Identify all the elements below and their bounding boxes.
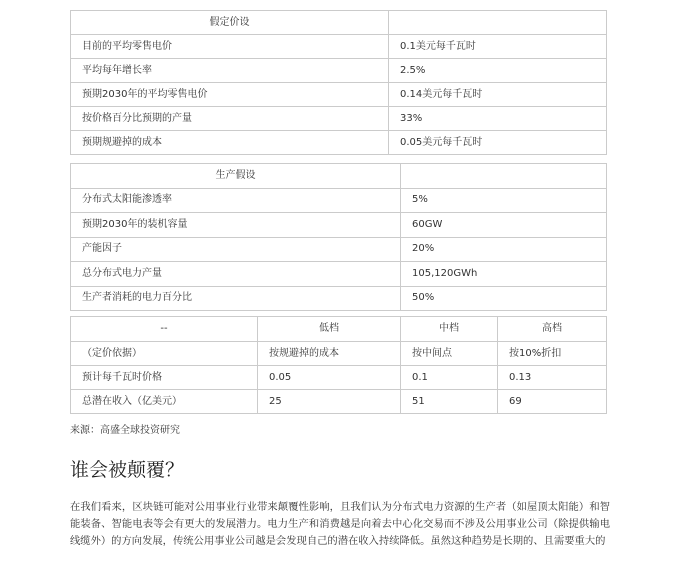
table-header-row xyxy=(71,11,607,35)
table-row xyxy=(71,83,607,107)
article-paragraph: 在我们看来，区块链可能对公用事业行业带来颠覆性影响，且我们认为分布式电力资源的生产者（如屋顶太阳能）和智能装备、智能电表等会有更大的发展潜力。电力生产和消费越是向着去中心化交易而不涉及公用事业公司（除提供输电线缆外）的方向发展，传统公用事业公司越是会发现自己的潜在收入持续降低。虽然这种趋势是长期的、且需要重大的 xyxy=(70,501,610,547)
low-value: 按规避掉的成本 xyxy=(258,342,401,366)
row-label: 总分布式电力产量 xyxy=(71,262,401,287)
table-header-row xyxy=(71,164,607,189)
table-header-row xyxy=(71,317,607,342)
mid-value: 按中间点 xyxy=(401,342,498,366)
mid-value: 0.1 xyxy=(401,366,498,390)
row-label: 分布式太阳能渗透率 xyxy=(71,188,401,213)
high-value: 69 xyxy=(498,390,607,414)
production-assumptions-header: 生产假设 xyxy=(71,164,401,189)
source-note: 来源：高盛全球投资研究 xyxy=(70,425,180,436)
table-row xyxy=(71,342,607,366)
row-label: （定价依据） xyxy=(71,342,258,366)
row-label: 预期2030年的平均零售电价 xyxy=(71,83,389,107)
row-label: 预计每千瓦时价格 xyxy=(71,366,258,390)
table-row xyxy=(71,35,607,59)
table-row xyxy=(71,131,607,155)
low-value: 0.05 xyxy=(258,366,401,390)
row-label: 目前的平均零售电价 xyxy=(71,35,389,59)
row-label: 按价格百分比预期的产量 xyxy=(71,107,389,131)
scenario-placeholder-header: -- xyxy=(71,317,258,342)
scenario-mid-header: 中档 xyxy=(401,317,498,342)
row-label: 总潜在收入（亿美元） xyxy=(71,390,258,414)
scenario-high-header: 高档 xyxy=(498,317,607,342)
table-row xyxy=(71,366,607,390)
row-label: 平均每年增长率 xyxy=(71,59,389,83)
production-assumptions-table xyxy=(70,163,607,311)
row-value: 2.5% xyxy=(389,59,607,83)
table-row xyxy=(71,59,607,83)
table-row xyxy=(71,213,607,238)
table-row xyxy=(71,107,607,131)
revenue-scenarios-table xyxy=(70,316,607,414)
row-label: 预期规避掉的成本 xyxy=(71,131,389,155)
row-label: 产能因子 xyxy=(71,237,401,262)
row-value: 20% xyxy=(401,237,607,262)
high-value: 按10%折扣 xyxy=(498,342,607,366)
pricing-assumptions-header: 假定价设 xyxy=(71,11,389,35)
section-heading: 谁会被颠覆？ xyxy=(70,459,185,481)
row-value: 0.1美元每千瓦时 xyxy=(389,35,607,59)
mid-value: 51 xyxy=(401,390,498,414)
row-value: 0.14美元每千瓦时 xyxy=(389,83,607,107)
row-label: 生产者消耗的电力百分比 xyxy=(71,286,401,311)
header-blank-cell xyxy=(401,164,607,189)
table-row xyxy=(71,262,607,287)
row-value: 50% xyxy=(401,286,607,311)
table-row xyxy=(71,188,607,213)
row-label: 预期2030年的装机容量 xyxy=(71,213,401,238)
table-row xyxy=(71,237,607,262)
table-row xyxy=(71,286,607,311)
row-value: 0.05美元每千瓦时 xyxy=(389,131,607,155)
low-value: 25 xyxy=(258,390,401,414)
row-value: 33% xyxy=(389,107,607,131)
row-value: 5% xyxy=(401,188,607,213)
table-row xyxy=(71,390,607,414)
row-value: 105,120GWh xyxy=(401,262,607,287)
pricing-assumptions-table xyxy=(70,10,607,155)
header-blank-cell xyxy=(389,11,607,35)
row-value: 60GW xyxy=(401,213,607,238)
scenario-low-header: 低档 xyxy=(258,317,401,342)
high-value: 0.13 xyxy=(498,366,607,390)
